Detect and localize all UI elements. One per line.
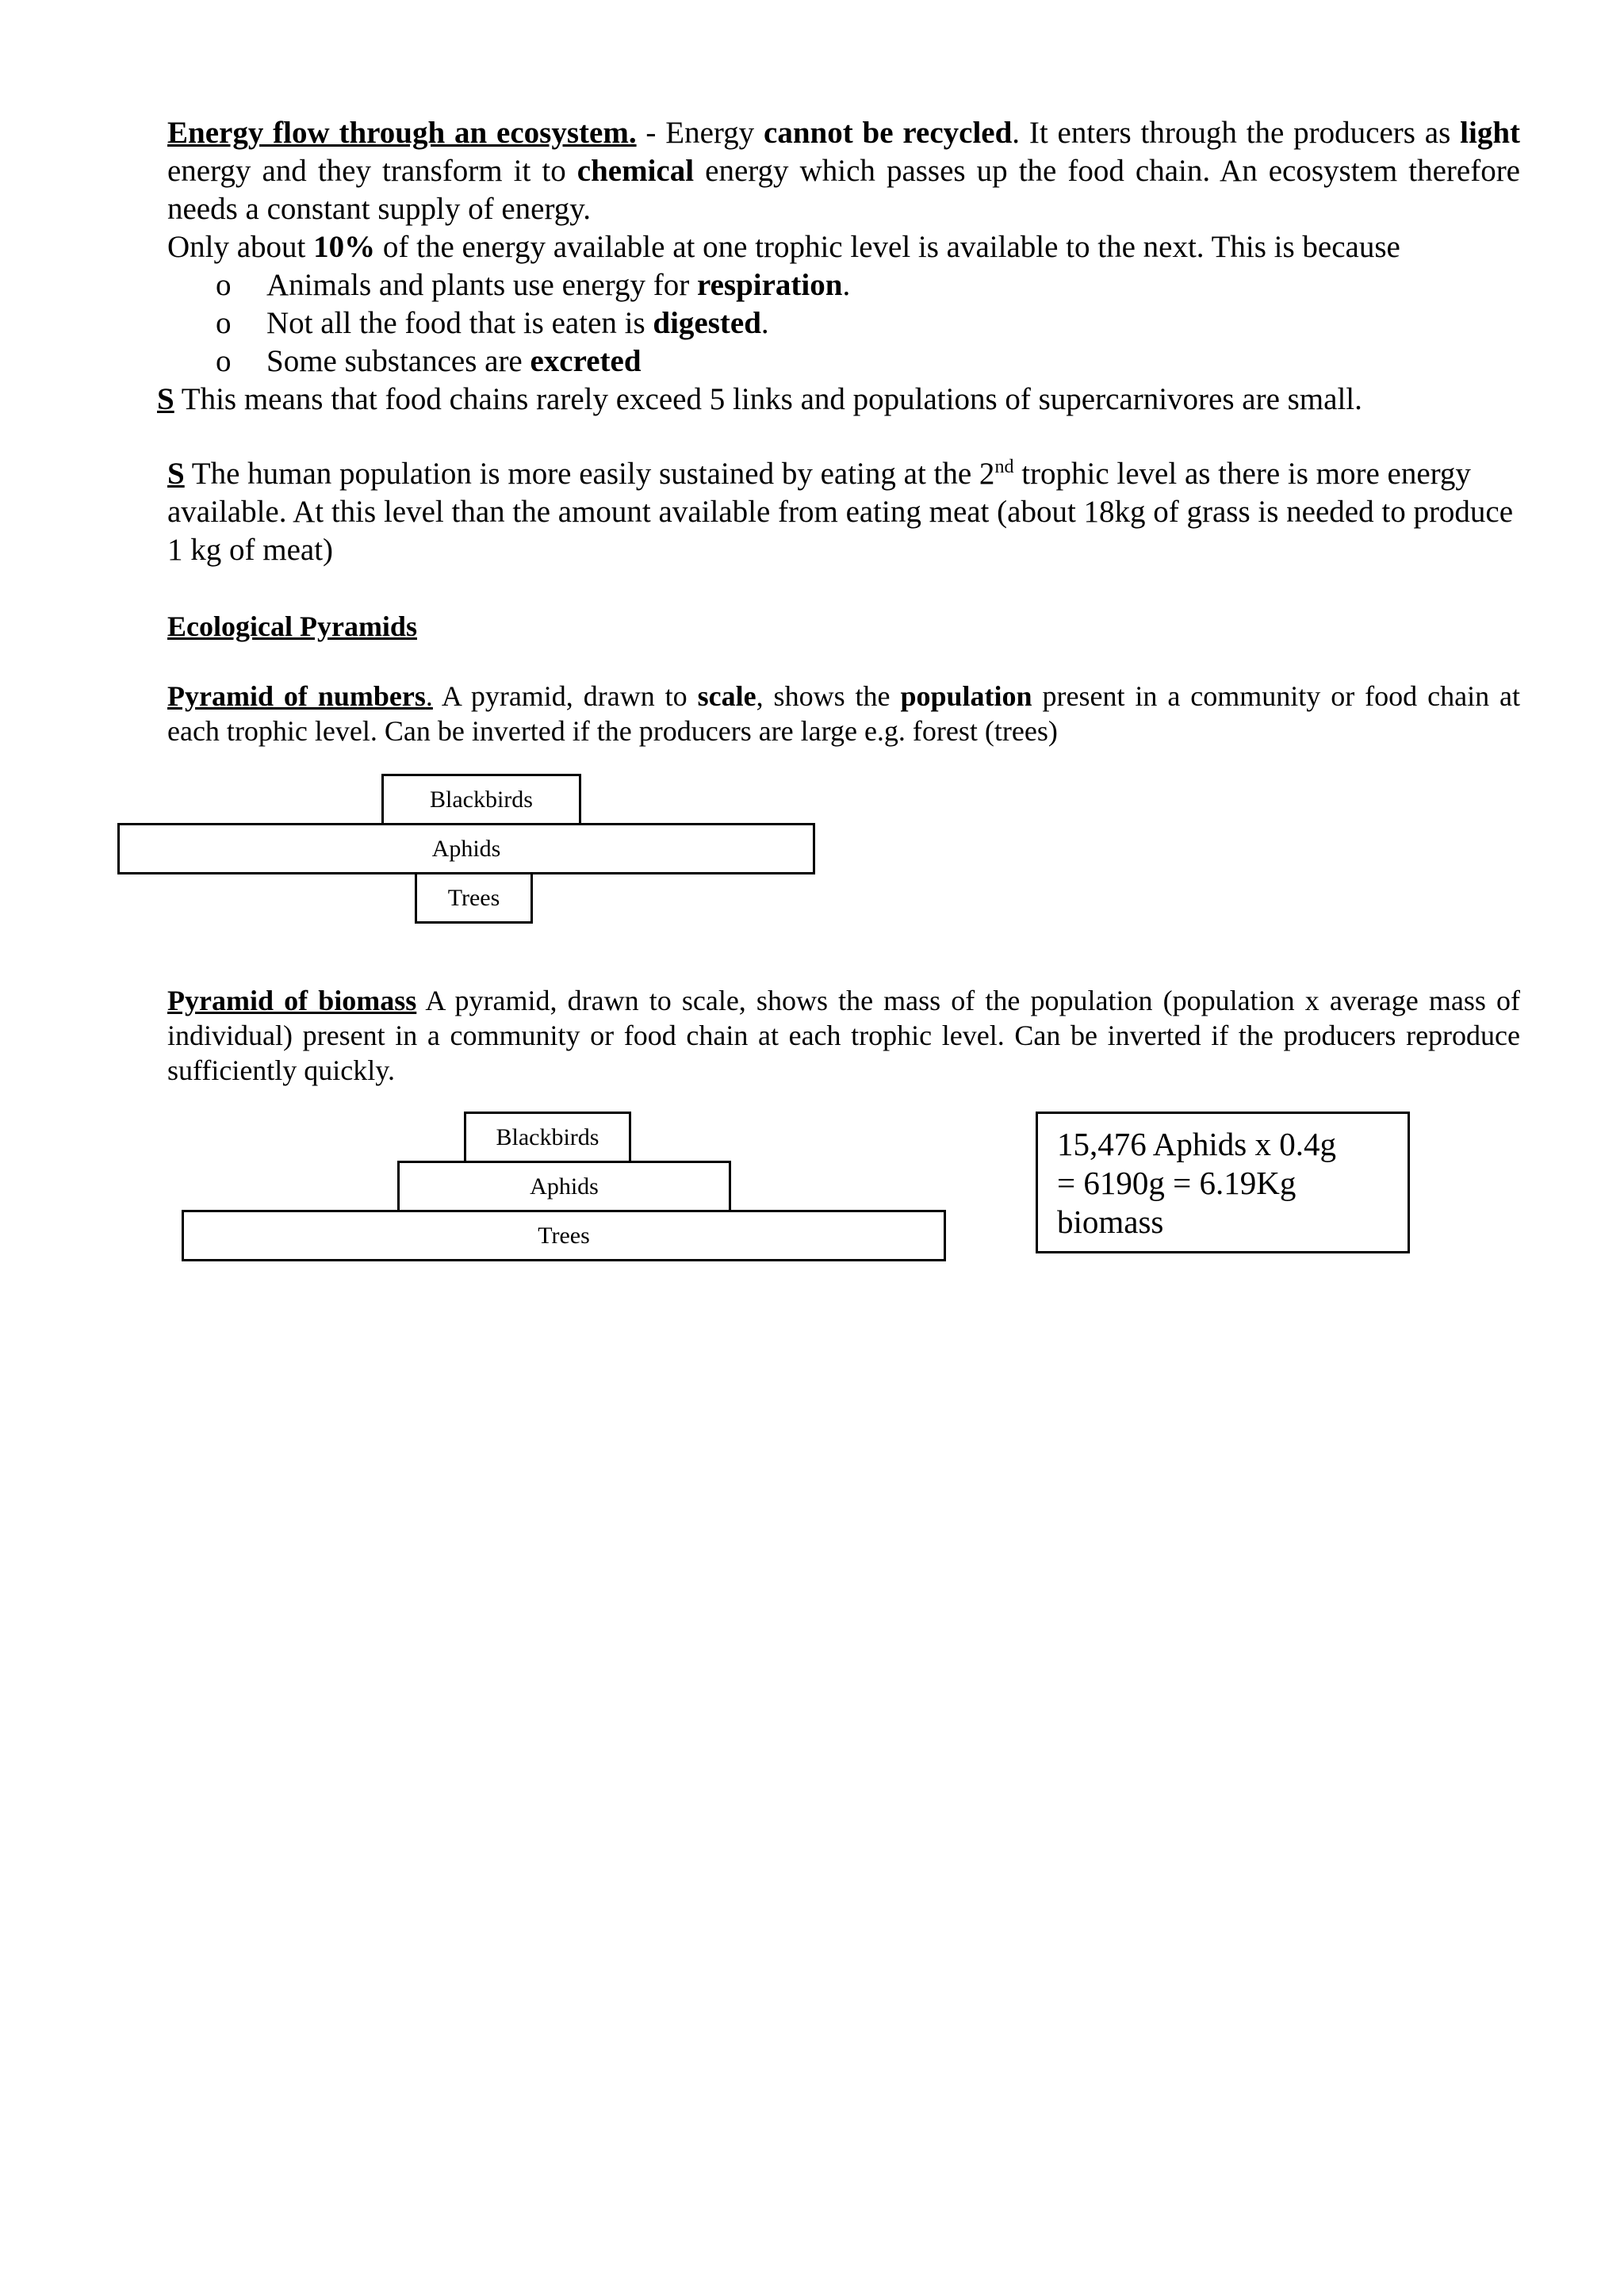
human-population-note: S The human population is more easily sustained by eating at the 2nd trophic level as there is more energy available. At this level than the amount available from eating meat (about 18kg of grass is needed to produce 1 kg of meat)	[167, 457, 1514, 567]
ecological-pyramids-heading: Ecological Pyramids	[167, 610, 417, 642]
biomass-level-aphids: Aphids	[397, 1161, 731, 1212]
pyramid-of-numbers-paragraph: Pyramid of numbers. A pyramid, drawn to scale, shows the population present in a community or food chain at each trophic level. Can be inverted if the producers are large e.g. forest (trees)	[167, 680, 1521, 747]
numbers-level-aphids: Aphids	[117, 823, 815, 874]
ten-percent-line: Only about 10% of the energy available at one trophic level is available to the next. This is because	[167, 230, 1400, 264]
calc-line-2: = 6190g = 6.19Kg	[1057, 1165, 1297, 1201]
pyramid-of-biomass-title: Pyramid of biomass	[167, 985, 417, 1016]
biomass-level-trees: Trees	[182, 1210, 946, 1261]
supercarnivores-note: S This means that food chains rarely exceed 5 links and populations of supercarnivores are small.	[157, 382, 1362, 416]
numbers-level-blackbirds: Blackbirds	[381, 774, 581, 825]
numbers-level-trees: Trees	[415, 872, 533, 924]
bullet-icon: o	[216, 268, 232, 302]
s-label: S	[167, 457, 185, 491]
bullet-item-digested: o Not all the food that is eaten is digested.	[216, 304, 769, 342]
calc-line-3: biomass	[1057, 1203, 1164, 1240]
calc-line-1: 15,476 Aphids x 0.4g	[1057, 1126, 1336, 1162]
energy-flow-heading: Energy flow through an ecosystem.	[167, 116, 637, 150]
bullet-item-excreted: o Some substances are excreted	[216, 342, 642, 381]
s-label: S	[157, 382, 174, 416]
bullet-item-respiration: o Animals and plants use energy for respiration.	[216, 266, 850, 304]
bullet-icon: o	[216, 306, 232, 340]
pyramid-of-numbers-title: Pyramid of numbers	[167, 680, 426, 712]
bullet-icon: o	[216, 344, 232, 378]
pyramid-of-biomass-paragraph: Pyramid of biomass A pyramid, drawn to scale, shows the mass of the population (population x average mass of individual) present in a community or food chain at each trophic level. Can be inverted if the producers reproduce sufficiently quickly.	[167, 985, 1521, 1086]
biomass-calculation-box	[1036, 1112, 1410, 1253]
biomass-level-blackbirds: Blackbirds	[464, 1112, 631, 1163]
energy-flow-paragraph: Energy flow through an ecosystem. - Energy cannot be recycled. It enters through the producers as light energy and they transform it to chemical energy which passes up the food chain. An ecosystem therefore needs a constant supply of energy.	[167, 116, 1521, 226]
